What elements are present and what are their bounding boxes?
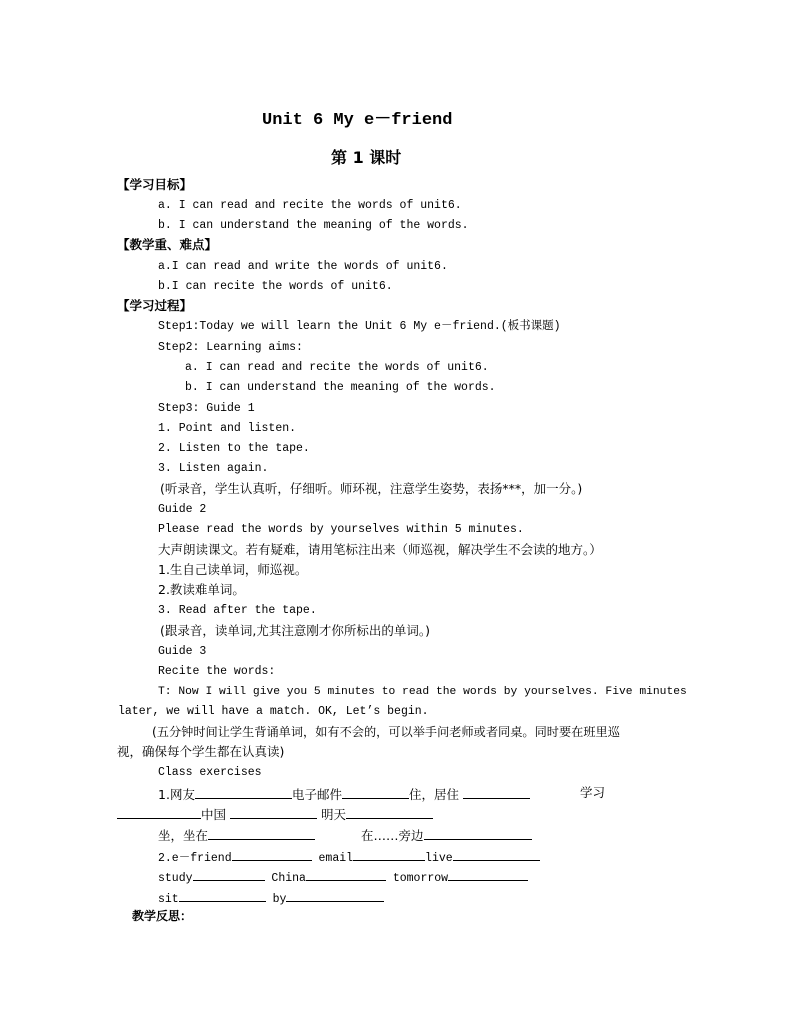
- instruction-line-2: 视，确保每个学生都在认真读): [117, 744, 285, 759]
- answer-blank[interactable]: [342, 786, 409, 799]
- answer-blank[interactable]: [286, 889, 384, 902]
- answer-blank[interactable]: [117, 806, 201, 819]
- word-en-3: live: [425, 852, 453, 865]
- word-en-4: study: [158, 872, 193, 885]
- answer-blank[interactable]: [448, 868, 528, 881]
- guide2-heading: Guide 2: [158, 503, 207, 516]
- step1: Step1:Today we will learn the Unit 6 My e－friend.(板书课题): [158, 320, 561, 333]
- instruction-line-1: (五分钟时间让学生背诵单词，如有不会的，可以举手问老师或者同桌。同时要在班里巡: [152, 725, 620, 739]
- guide2-item-2: 2.教读难单词。: [158, 582, 245, 597]
- answer-blank[interactable]: [306, 868, 386, 881]
- exercise2-row-1: [158, 848, 540, 866]
- key-point-b: b.I can recite the words of unit6.: [158, 280, 393, 293]
- answer-blank[interactable]: [232, 848, 312, 861]
- step2: Step2: Learning aims:: [158, 341, 303, 354]
- word-cn-1: 网友: [169, 787, 195, 802]
- goal-b: b. I can understand the meaning of the words.: [158, 219, 469, 232]
- word-cn-5: 中国: [201, 807, 227, 822]
- answer-blank[interactable]: [353, 848, 425, 861]
- exercise1-number: 1.: [158, 787, 170, 802]
- class-exercises-heading: Class exercises: [158, 766, 262, 779]
- word-en-7: sit: [158, 893, 179, 906]
- word-en-8: by: [272, 893, 287, 906]
- recite-heading: Recite the words:: [158, 665, 276, 678]
- section-heading-process: 【学习过程】: [117, 298, 193, 313]
- word-cn-8: 在……旁边: [361, 828, 424, 843]
- word-en-6: tomorrow: [392, 872, 449, 885]
- answer-blank[interactable]: [424, 827, 532, 840]
- guide3-heading: Guide 3: [158, 645, 207, 658]
- guide1-item-2: 2. Listen to the tape.: [158, 442, 310, 455]
- guide2-item-3: 3. Read after the tape.: [158, 604, 317, 617]
- word-cn-3: 住，居住: [408, 787, 459, 802]
- word-en-2: email: [318, 852, 354, 865]
- word-cn-6: 明天: [320, 807, 346, 822]
- guide2-item-1: 1.生自己读单词，师巡视。: [158, 562, 308, 577]
- guide2-note: (跟录音，读单词,尤其注意刚才你所标出的单词。): [160, 623, 430, 638]
- section-heading-key-points: 【教学重、难点】: [117, 237, 218, 252]
- exercise2-row-2: [158, 868, 528, 886]
- teaching-reflection: 教学反思：: [132, 909, 193, 923]
- answer-blank[interactable]: [208, 827, 315, 840]
- guide1-item-1: 1. Point and listen.: [158, 422, 297, 435]
- guide2-instruction: 大声朗读课文。若有疑难，请用笔标注出来（师巡视，解决学生不会读的地方。）: [158, 542, 602, 557]
- answer-blank[interactable]: [230, 806, 317, 819]
- answer-blank[interactable]: [195, 786, 292, 799]
- aim-a: a. I can read and recite the words of unit6.: [185, 361, 489, 374]
- guide2-text: Please read the words by yourselves within 5 minutes.: [158, 523, 524, 536]
- answer-blank[interactable]: [346, 806, 433, 819]
- answer-blank[interactable]: [453, 848, 540, 861]
- lesson-subtitle: 第 1 课时: [331, 148, 402, 167]
- word-cn-4: 学习: [580, 785, 606, 800]
- exercise1-row-1: [158, 786, 530, 802]
- step3: Step3: Guide 1: [158, 402, 255, 415]
- answer-blank[interactable]: [179, 889, 266, 902]
- aim-b: b. I can understand the meaning of the words.: [185, 381, 496, 394]
- exercise2-row-3: [158, 889, 384, 907]
- teacher-line-2: later, we will have a match. OK, Let’s begin.: [118, 705, 429, 718]
- word-cn-2: 电子邮件: [291, 787, 342, 802]
- goal-a: a. I can read and recite the words of unit6.: [158, 199, 462, 212]
- page-title: Unit 6 My e－friend: [262, 111, 453, 130]
- word-cn-7: 坐，坐在: [158, 828, 209, 843]
- teacher-line-1: T: Now I will give you 5 minutes to read the words by yourselves. Five minutes: [158, 686, 687, 698]
- answer-blank[interactable]: [463, 786, 530, 799]
- word-en-5: China: [271, 872, 306, 885]
- exercise1-row-3b: [361, 827, 532, 843]
- exercise1-row-3: [158, 827, 315, 843]
- answer-blank[interactable]: [193, 868, 265, 881]
- word-en-1: 2.e－friend: [158, 852, 232, 865]
- guide1-note: (听录音，学生认真听，仔细听。师环视，注意学生姿势，表扬***，加一分。): [160, 481, 583, 496]
- section-heading-goals: 【学习目标】: [117, 177, 193, 192]
- guide1-item-3: 3. Listen again.: [158, 462, 269, 475]
- key-point-a: a.I can read and write the words of unit6.: [158, 260, 448, 273]
- exercise1-row-2: [117, 806, 433, 822]
